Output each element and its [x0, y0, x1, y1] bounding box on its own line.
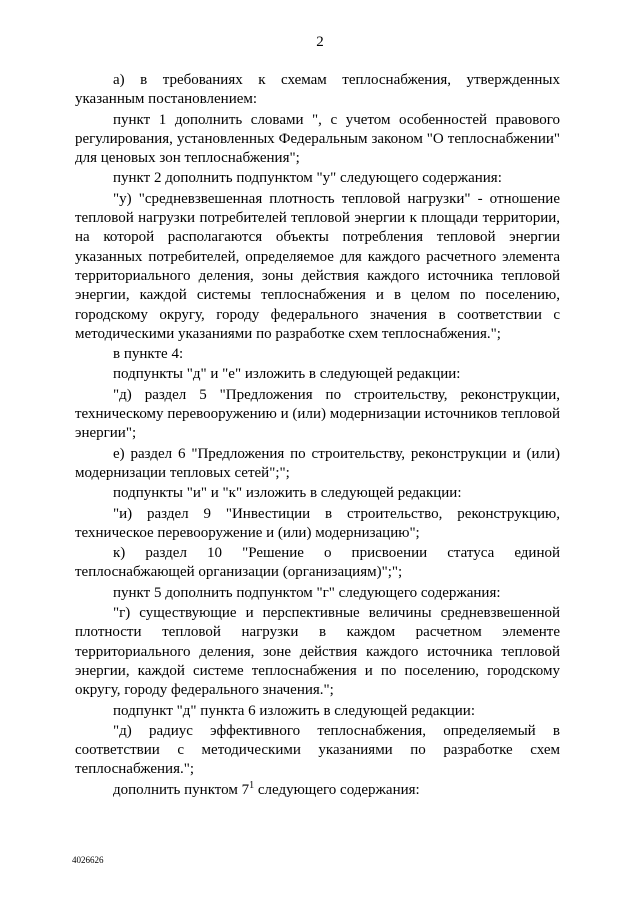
- paragraph: подпункт "д" пункта 6 изложить в следующей редакции:: [113, 702, 475, 719]
- paragraph: "у) "средневзвешенная плотность тепловой нагрузки" - отношение тепловой нагрузки потребителей тепловой энергии к площади территории, на которой располагаются объекты потребления тепловой энергии указанных потребителей, определяемое для каждого расчетного элемента территориального деления, зоны действия каждого источника тепловой энергии, каждой системы теплоснабжения и в целом по поселению, городскому округу, городу федерального значения в соответствии с методическими указаниями по разработке схем теплоснабжения.";: [75, 190, 560, 342]
- paragraph: подпункты "д" и "е" изложить в следующей редакции:: [113, 366, 461, 383]
- document-body: [75, 71, 560, 800]
- paragraph: "и) раздел 9 "Инвестиции в строительство, реконструкцию, техническое перевооружение и (или) модернизацию";: [75, 505, 560, 541]
- paragraph: подпункты "и" и "к" изложить в следующей редакции:: [113, 485, 462, 502]
- superscript: 1: [249, 779, 255, 791]
- paragraph: "г) существующие и перспективные величины средневзвешенной плотности тепловой нагрузки в каждом расчетном элементе территориального деления, зоне действия каждого источника тепловой энергии, каждой системе теплоснабжения и по поселению, городскому округу, городу федерального значения.";: [75, 605, 560, 699]
- paragraph: пункт 5 дополнить подпунктом "г" следующего содержания:: [113, 584, 501, 601]
- paragraph: в пункте 4:: [113, 346, 184, 363]
- paragraph: а) в требованиях к схемам теплоснабжения, утвержденных указанным постановлением:: [75, 72, 560, 108]
- paragraph: пункт 1 дополнить словами ", с учетом особенностей правового регулирования, установленных Федеральным законом "О теплоснабжении" для ценовых зон теплоснабжения";: [75, 111, 560, 167]
- paragraph: пункт 2 дополнить подпунктом "у" следующего содержания:: [113, 170, 502, 187]
- last-paragraph-tail: следующего содержания:: [254, 781, 420, 798]
- paragraph: е) раздел 6 "Предложения по строительству, реконструкции и (или) модернизации тепловых сетей";";: [75, 445, 560, 481]
- paragraph: "д) раздел 5 "Предложения по строительству, реконструкции, техническому перевооружению и (или) модернизации источников тепловой энергии";: [75, 386, 560, 442]
- paragraph: к) раздел 10 "Решение о присвоении статуса единой теплоснабжающей организации (организациям)";";: [75, 545, 560, 581]
- document-id: 4026626: [72, 855, 104, 865]
- last-paragraph-text: дополнить пунктом 7: [113, 781, 250, 798]
- page-number: 2: [316, 34, 324, 50]
- last-paragraph: [75, 781, 560, 800]
- paragraph: "д) радиус эффективного теплоснабжения, определяемый в соответствии с методическими указаниями по разработке схем теплоснабжения.";: [75, 722, 560, 778]
